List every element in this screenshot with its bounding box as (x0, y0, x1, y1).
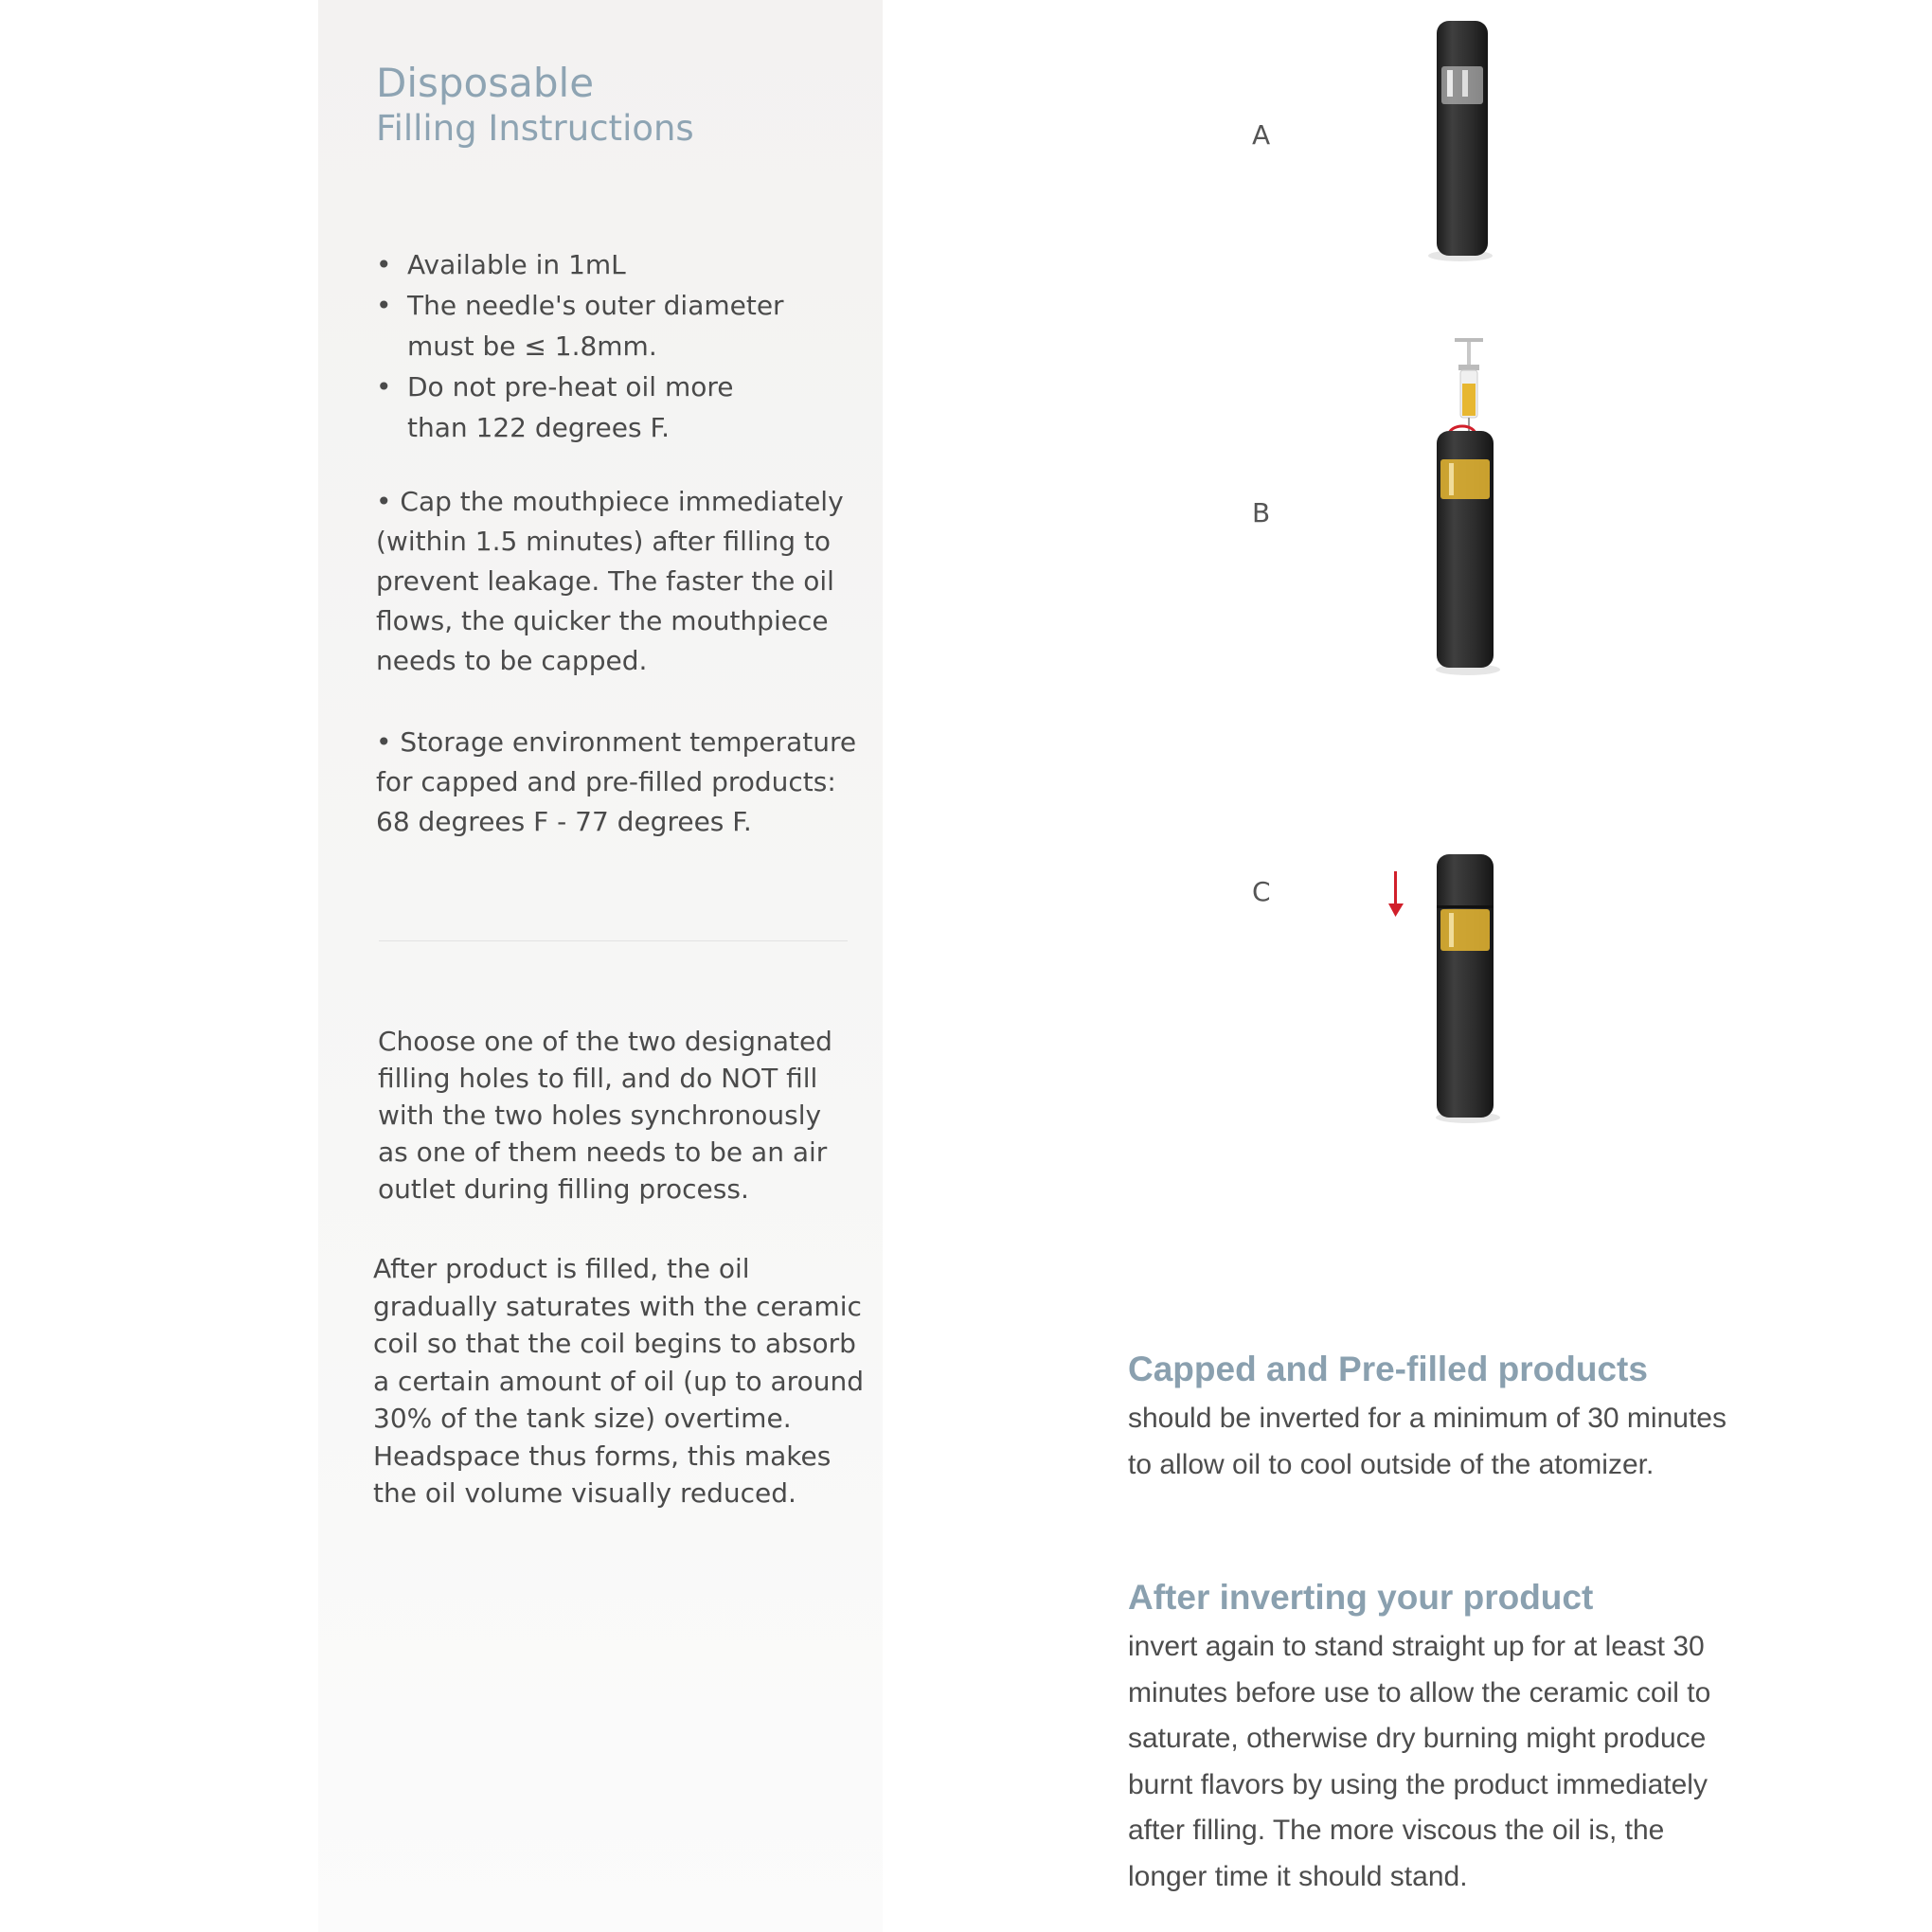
storage-note: • Storage environment temperature for capped and pre-filled products: 68 degrees F - 77 degrees F. (376, 726, 857, 837)
page-subtitle: Filling Instructions (376, 108, 694, 149)
step-label-a: A (1252, 119, 1271, 151)
capped-heading: Capped and Pre-filled products (1128, 1350, 1648, 1388)
disposable-pen-icon (1421, 17, 1496, 263)
syringe-filling-pen-icon (1421, 336, 1534, 677)
capping-pen-with-arrow-icon (1383, 850, 1534, 1125)
list-item: • The needle's outer diameter must be ≤ 1.8mm. (376, 285, 805, 367)
requirements-list (376, 244, 868, 448)
step-label-c: C (1252, 876, 1271, 907)
capped-body: should be inverted for a minimum of 30 minutes to allow oil to cool outside of the atomizer. (1128, 1403, 1726, 1480)
holes-note: Choose one of the two designated filling holes to fill, and do NOT fill with the two holes synchronously as one of them needs to be an air outlet during filling process. (378, 1026, 832, 1205)
step-label-b: B (1252, 497, 1271, 528)
after-heading: After inverting your product (1128, 1578, 1594, 1617)
list-item: • Available in 1mL (376, 244, 868, 285)
divider (379, 940, 848, 941)
page-title: Disposable (376, 60, 595, 106)
after-body: invert again to stand straight up for at least 30 minutes before use to allow the ceramic coil to saturate, otherwise dry burning might produce burnt flavors by using the product immediately after filling. The more viscous the oil is, the longer time it should stand. (1128, 1631, 1711, 1892)
saturation-note: After product is filled, the oil gradually saturates with the ceramic coil so that the coil begins to absorb a certain amount of oil (up to around 30% of the tank size) overtime. Headspace thus forms, this makes the oil volume visually reduced. (373, 1253, 864, 1509)
cap-note: • Cap the mouthpiece immediately (within 1.5 minutes) after filling to prevent leakage. The faster the oil flows, the quicker the mouthpiece needs to be capped. (376, 486, 844, 676)
list-item: • Do not pre-heat oil more than 122 degrees F. (376, 367, 786, 448)
